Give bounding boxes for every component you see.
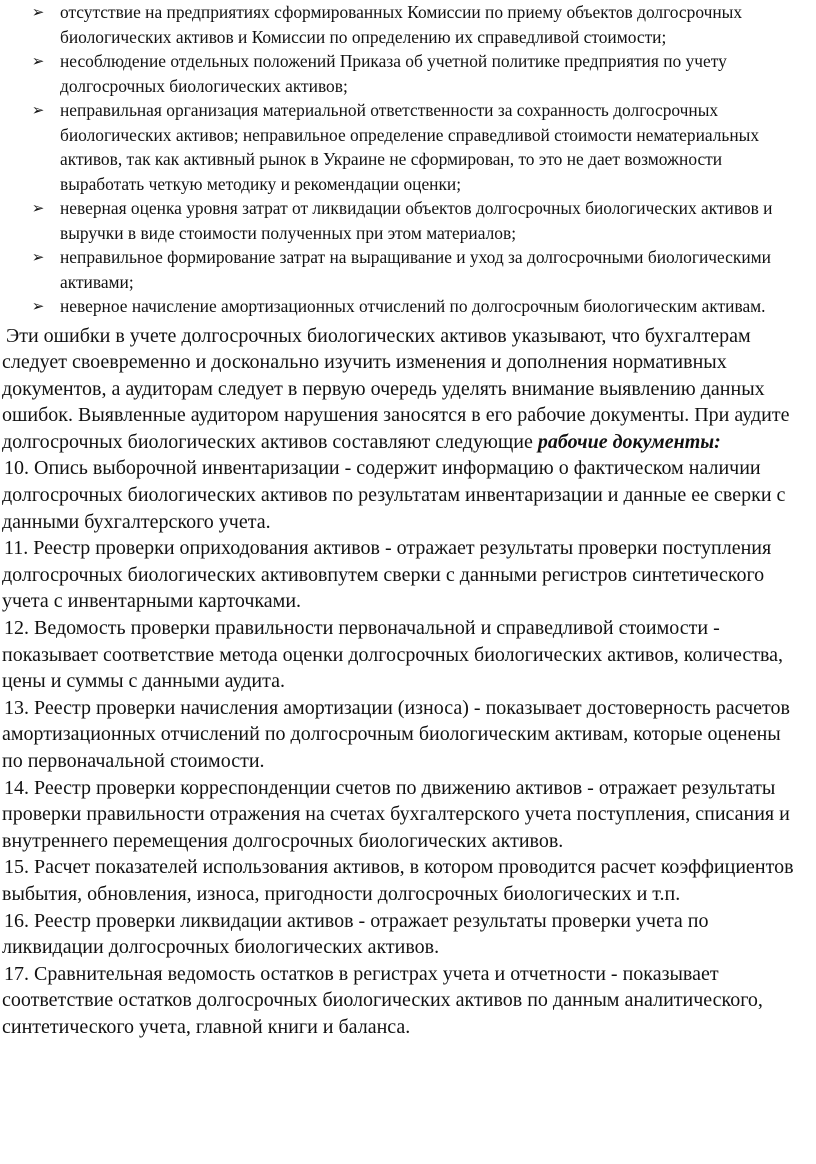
- arrow-bullet-icon: ➢: [31, 3, 45, 21]
- list-item: ➢ отсутствие на предприятиях сформированных Комиссии по приему объектов долгосрочных биологических активов и Комиссии по определению их справедливой стоимости;: [28, 0, 802, 49]
- emphasis-text: рабочие документы:: [537, 430, 721, 453]
- bullet-list: [28, 0, 802, 319]
- document-item: 11. Реестр проверки оприходования активов - отражает результаты проверки поступления долгосрочных биологических активовпутем сверки с данными регистров синтетического учета с инвентарными карточками.: [2, 537, 772, 613]
- intro-paragraph: Эти ошибки в учете долгосрочных биологических активов указывают, что бухгалтерам следует своевременно и досконально изучить изменения и дополнения нормативных документов, а аудиторам следует в первую очередь уделять внимание выявлению данных ошибок. Выявленные аудитором нарушения заносятся в его рабочие документы. При аудите долгосрочных биологических активов составляют следующие рабочие документы:: [2, 324, 790, 453]
- list-item: ➢ неправильная организация материальной ответственности за сохранность долгосрочных биологических активов; неправильное определение справедливой стоимости нематериальных активов, так как активный рынок в Украине не сформирован, то это не дает возможности выработать четкую методику и рекомендации оценки;: [28, 98, 802, 196]
- list-item: ➢ несоблюдение отдельных положений Приказа об учетной политике предприятия по учету долгосрочных биологических активов;: [28, 49, 802, 98]
- arrow-bullet-icon: ➢: [31, 199, 45, 217]
- arrow-bullet-icon: ➢: [31, 101, 45, 119]
- list-item: ➢ неправильное формирование затрат на выращивание и уход за долгосрочными биологическими активами;: [28, 245, 802, 294]
- document-item: 17. Сравнительная ведомость остатков в регистрах учета и отчетности - показывает соответствие остатков долгосрочных биологических активов по данным аналитического, синтетического учета, главной книги и баланса.: [2, 962, 763, 1038]
- document-item: 10. Опись выборочной инвентаризации - содержит информацию о фактическом наличии долгосрочных биологических активов по результатам инвентаризации и данные ее сверки с данными бухгалтерского учета.: [2, 457, 786, 533]
- document-item: 16. Реестр проверки ликвидации активов - отражает результаты проверки учета по ликвидации долгосрочных биологических активов.: [2, 909, 709, 959]
- document-item: 13. Реестр проверки начисления амортизации (износа) - показывает достоверность расчетов амортизационных отчислений по долгосрочным биологическим активам, которые оценены по первоначальной стоимости.: [2, 696, 790, 772]
- arrow-bullet-icon: ➢: [31, 52, 45, 70]
- arrow-bullet-icon: ➢: [31, 248, 45, 266]
- list-item: ➢ неверное начисление амортизационных отчислений по долгосрочным биологическим активам.: [28, 294, 802, 319]
- arrow-bullet-icon: ➢: [31, 297, 45, 315]
- document-item: 12. Ведомость проверки правильности первоначальной и справедливой стоимости - показывает соответствие метода оценки долгосрочных биологических активов, количества, цены и суммы с данными аудита.: [2, 617, 784, 693]
- document-item: 15. Расчет показателей использования активов, в котором проводится расчет коэффициентов выбытия, обновления, износа, пригодности долгосрочных биологических и т.п.: [2, 856, 794, 905]
- document-item: 14. Реестр проверки корреспонденции счетов по движению активов - отражает результаты проверки правильности отражения на счетах бухгалтерского учета поступления, списания и внутреннего перемещения долгосрочных биологических активов.: [2, 776, 790, 852]
- list-item: ➢ неверная оценка уровня затрат от ликвидации объектов долгосрочных биологических активов и выручки в виде стоимости полученных при этом материалов;: [28, 196, 802, 245]
